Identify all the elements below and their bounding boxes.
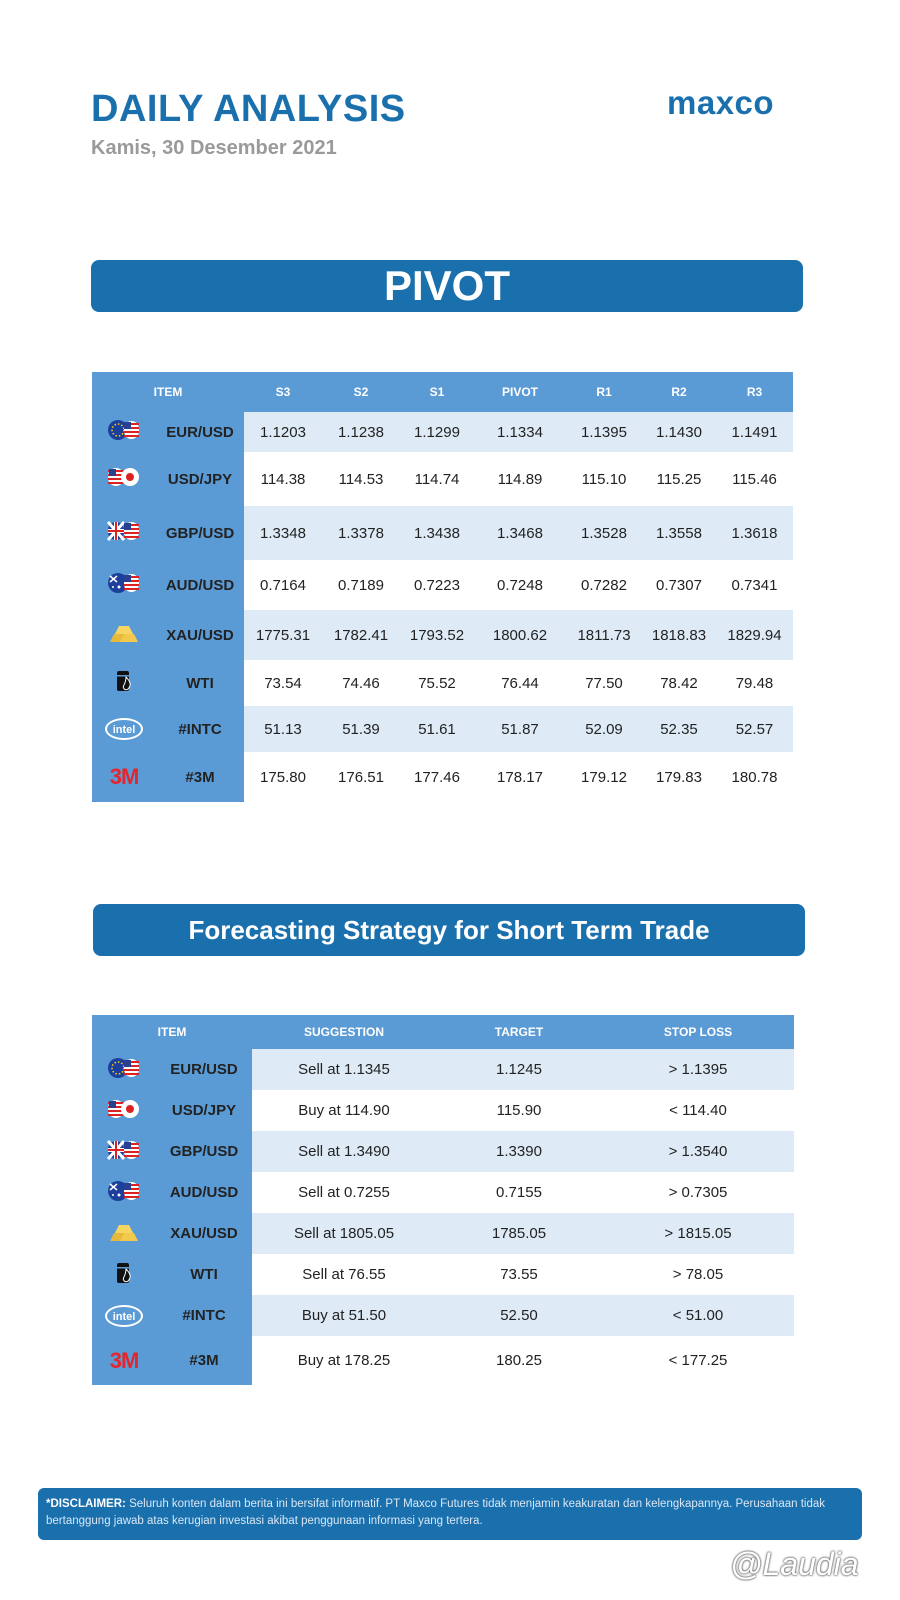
item-cell (92, 452, 244, 506)
value-cell: 1782.41 (322, 610, 400, 660)
item-label: USD/JPY (167, 470, 233, 488)
suggestion-cell: Sell at 1.3490 (252, 1131, 436, 1172)
target-cell: 0.7155 (496, 1184, 542, 1201)
stop-loss-cell: > 78.05 (672, 1266, 724, 1283)
value-cell: 1811.73 (566, 610, 642, 660)
intel-logo-text: intel (105, 1305, 143, 1327)
stop-loss-cell: < 177.25 (668, 1352, 728, 1369)
item-label: WTI (186, 674, 214, 692)
intel-logo-icon (105, 1305, 143, 1327)
forecast-header-row (92, 1015, 794, 1049)
value-cell: 1829.94 (716, 610, 793, 660)
item-cell (92, 1090, 252, 1131)
item-cell (92, 1131, 252, 1172)
disclaimer-label: *DISCLAIMER: (46, 1498, 126, 1510)
item-cell (92, 706, 244, 752)
table-row (92, 1049, 794, 1090)
item-label: GBP/USD (169, 1143, 239, 1160)
value-cell: 115.10 (581, 470, 627, 488)
maxco-logo: maxco (667, 84, 775, 121)
column-header: TARGET (436, 1015, 602, 1049)
item-label: WTI (190, 1266, 218, 1283)
forecast-table (92, 1015, 794, 1385)
value-cell: 114.74 (414, 470, 460, 488)
stop-loss-cell: < 114.40 (669, 1102, 727, 1119)
item-cell (92, 1172, 252, 1213)
target-cell: 1.1245 (436, 1049, 602, 1090)
suggestion-cell: Buy at 51.50 (252, 1295, 436, 1336)
us-jp-flag-icon (107, 466, 141, 492)
item-cell (92, 1336, 252, 1385)
value-cell: 0.7248 (497, 576, 543, 594)
item-cell (92, 560, 244, 610)
value-cell: 1.3378 (322, 506, 400, 560)
3m-logo-text: 3M (109, 1347, 139, 1373)
item-cell (92, 1213, 252, 1254)
page-title: DAILY ANALYSIS (91, 88, 406, 130)
column-header: STOP LOSS (602, 1015, 794, 1049)
column-header: R3 (716, 372, 793, 412)
target-cell: 1785.05 (436, 1213, 602, 1254)
item-label: EUR/USD (166, 423, 234, 441)
item-cell (92, 752, 244, 802)
uk-us-flag-icon (107, 520, 141, 546)
item-cell (92, 1254, 252, 1295)
value-cell: 1.1203 (244, 412, 322, 452)
value-cell: 1.1299 (400, 412, 474, 452)
value-cell: 76.44 (501, 674, 539, 692)
value-cell: 0.7282 (581, 576, 627, 594)
suggestion-cell: Buy at 114.90 (298, 1102, 390, 1119)
value-cell: 114.89 (497, 470, 543, 488)
value-cell: 115.25 (656, 470, 702, 488)
value-cell: 114.38 (260, 470, 306, 488)
au-us-flag-icon (107, 572, 141, 598)
value-cell: 1775.31 (244, 610, 322, 660)
value-cell: 51.61 (400, 706, 474, 752)
value-cell: 1.3558 (642, 506, 716, 560)
value-cell: 1793.52 (400, 610, 474, 660)
value-cell: 1.3528 (566, 506, 642, 560)
item-label: AUD/USD (169, 1184, 239, 1201)
value-cell: 1.1334 (474, 412, 566, 452)
suggestion-cell: Sell at 76.55 (302, 1266, 386, 1283)
value-cell: 1.3348 (244, 506, 322, 560)
pivot-header-row (92, 372, 793, 412)
value-cell: 180.78 (731, 768, 778, 786)
item-label: #INTC (182, 1307, 226, 1324)
3m-logo-text: 3M (109, 764, 139, 789)
item-cell (92, 1049, 252, 1090)
column-header: R2 (642, 372, 716, 412)
suggestion-cell: Sell at 1.1345 (252, 1049, 436, 1090)
table-row (92, 706, 793, 752)
column-header: S1 (400, 372, 474, 412)
value-cell: 1.1491 (716, 412, 793, 452)
column-header: SUGGESTION (252, 1015, 436, 1049)
value-cell: 51.87 (474, 706, 566, 752)
value-cell: 179.83 (656, 768, 702, 786)
intel-logo-text: intel (105, 718, 143, 740)
value-cell: 1.1395 (566, 412, 642, 452)
report-date: Kamis, 30 Desember 2021 (91, 137, 337, 159)
value-cell: 74.46 (342, 674, 380, 692)
item-label: #3M (185, 768, 215, 786)
value-cell: 0.7164 (260, 576, 306, 594)
table-row (92, 1131, 794, 1172)
stop-loss-cell: > 0.7305 (668, 1184, 728, 1201)
value-cell: 1.3438 (400, 506, 474, 560)
suggestion-cell: Sell at 0.7255 (298, 1184, 390, 1201)
3m-logo-icon (110, 764, 139, 790)
suggestion-cell: Buy at 178.25 (297, 1352, 391, 1369)
oil-barrel-icon (114, 669, 134, 697)
table-row (92, 1090, 794, 1131)
stop-loss-cell: > 1815.05 (602, 1213, 794, 1254)
pivot-table (92, 372, 793, 802)
value-cell: 1.1238 (322, 412, 400, 452)
eu-us-flag-icon (107, 1057, 141, 1083)
column-header: ITEM (92, 372, 244, 412)
value-cell: 114.53 (338, 470, 384, 488)
target-cell: 115.90 (496, 1102, 542, 1119)
value-cell: 1.1430 (642, 412, 716, 452)
table-row (92, 660, 793, 706)
au-us-flag-icon (107, 1180, 141, 1206)
suggestion-cell: Sell at 1805.05 (252, 1213, 436, 1254)
item-label: GBP/USD (165, 524, 235, 542)
value-cell: 0.7223 (414, 576, 460, 594)
target-cell: 52.50 (436, 1295, 602, 1336)
table-row (92, 752, 793, 802)
gold-bar-icon (108, 622, 140, 648)
value-cell: 179.12 (581, 768, 627, 786)
value-cell: 0.7189 (338, 576, 384, 594)
item-label: #3M (189, 1352, 219, 1369)
item-cell (92, 506, 244, 560)
value-cell: 175.80 (260, 768, 306, 786)
item-label: XAU/USD (166, 626, 234, 644)
value-cell: 178.17 (497, 768, 543, 786)
table-row (92, 1295, 794, 1336)
us-jp-flag-icon (107, 1098, 141, 1124)
value-cell: 52.57 (716, 706, 793, 752)
value-cell: 75.52 (418, 674, 456, 692)
pivot-banner: PIVOT (91, 260, 803, 312)
item-label: AUD/USD (165, 576, 235, 594)
value-cell: 52.35 (642, 706, 716, 752)
value-cell: 1.3618 (716, 506, 793, 560)
value-cell: 52.09 (566, 706, 642, 752)
disclaimer-text: Seluruh konten dalam berita ini bersifat informatif. PT Maxco Futures tidak menjamin keakuratan dan kelengkapannya. Perusahaan tidak bertanggung jawab atas kerugian investasi akibat penggunaan informasi yang tertera. (46, 1498, 826, 1527)
value-cell: 51.39 (322, 706, 400, 752)
table-row (92, 452, 793, 506)
gold-bar-icon (108, 1221, 140, 1247)
item-label: #INTC (178, 720, 222, 738)
item-label: USD/JPY (171, 1102, 237, 1119)
disclaimer-box (38, 1488, 862, 1540)
column-header: R1 (566, 372, 642, 412)
table-row (92, 1254, 794, 1295)
target-cell: 73.55 (500, 1266, 538, 1283)
column-header: S2 (322, 372, 400, 412)
value-cell: 176.51 (338, 768, 384, 786)
value-cell: 51.13 (244, 706, 322, 752)
oil-barrel-icon (114, 1261, 134, 1289)
target-cell: 180.25 (496, 1352, 542, 1369)
table-row (92, 610, 793, 660)
item-cell (92, 412, 244, 452)
value-cell: 1.3468 (474, 506, 566, 560)
value-cell: 77.50 (585, 674, 623, 692)
column-header: S3 (244, 372, 322, 412)
column-header: PIVOT (474, 372, 566, 412)
value-cell: 177.46 (414, 768, 460, 786)
value-cell: 1818.83 (642, 610, 716, 660)
stop-loss-cell: < 51.00 (602, 1295, 794, 1336)
intel-logo-icon (105, 718, 143, 740)
table-row (92, 1172, 794, 1213)
3m-logo-icon (110, 1348, 139, 1374)
table-row (92, 560, 793, 610)
table-row (92, 1336, 794, 1385)
eu-us-flag-icon (107, 419, 141, 445)
stop-loss-cell: > 1.3540 (602, 1131, 794, 1172)
item-label: XAU/USD (170, 1225, 238, 1242)
item-cell (92, 610, 244, 660)
uk-us-flag-icon (107, 1139, 141, 1165)
value-cell: 78.42 (660, 674, 698, 692)
target-cell: 1.3390 (436, 1131, 602, 1172)
forecast-banner: Forecasting Strategy for Short Term Trade (93, 904, 805, 956)
value-cell: 115.46 (732, 470, 777, 488)
value-cell: 73.54 (264, 674, 302, 692)
value-cell: 0.7341 (731, 576, 778, 594)
table-row (92, 1213, 794, 1254)
table-row (92, 506, 793, 560)
item-cell (92, 1295, 252, 1336)
value-cell: 79.48 (735, 674, 774, 692)
item-cell (92, 660, 244, 706)
value-cell: 0.7307 (656, 576, 702, 594)
table-row (92, 412, 793, 452)
value-cell: 1800.62 (474, 610, 566, 660)
stop-loss-cell: > 1.1395 (602, 1049, 794, 1090)
watermark-text: @Laudia (730, 1546, 859, 1582)
item-label: EUR/USD (170, 1061, 238, 1078)
column-header: ITEM (92, 1015, 252, 1049)
